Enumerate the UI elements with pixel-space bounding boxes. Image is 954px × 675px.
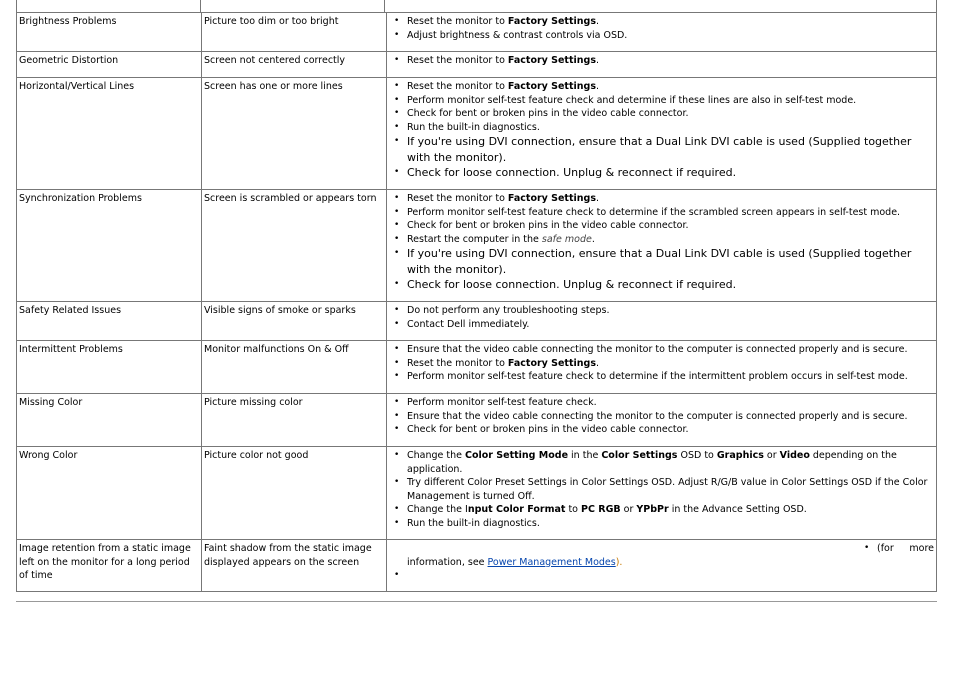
- solution-item: • Check for bent or broken pins in the video cable connector.: [407, 423, 934, 437]
- italic-term: safe mode: [541, 233, 592, 245]
- table-row: [17, 394, 937, 447]
- bold-term: Factory Settings: [507, 16, 596, 27]
- solution-cell: [387, 447, 937, 540]
- table-row: [17, 52, 937, 78]
- solution-item: • (for more information, see Power Management Modes).: [407, 542, 934, 569]
- table-row: [17, 447, 937, 540]
- table-row: [17, 540, 937, 592]
- solution-item: • Reset the monitor to Factory Settings.: [407, 15, 934, 29]
- solution-item: • Change the Input Color Format to PC RGB or YPbPr in the Advance Setting OSD.: [407, 503, 934, 517]
- solution-item: • Check for loose connection. Unplug & reconnect if required.: [407, 165, 934, 181]
- symptom-cell: Picture color not good: [202, 447, 387, 540]
- solution-item: • Perform monitor self-test feature check to determine if the intermittent problem occurs in self-test mode.: [407, 370, 934, 384]
- closing-text: ).: [615, 556, 623, 568]
- solution-item: • If you're using DVI connection, ensure that a Dual Link DVI cable is used (Supplied together with the monitor).: [407, 246, 934, 277]
- symptom-cell: Screen not centered correctly: [202, 52, 387, 78]
- solution-cell: [387, 341, 937, 394]
- symptom-cell: Screen has one or more lines: [202, 78, 387, 190]
- troubleshooting-table: [16, 12, 937, 592]
- solution-item: • Do not perform any troubleshooting steps.: [407, 304, 934, 318]
- solution-cell: [387, 394, 937, 447]
- solution-cell: [387, 302, 937, 341]
- table-row: [17, 190, 937, 302]
- solution-cell: [387, 190, 937, 302]
- solution-cell: [387, 78, 937, 190]
- table-row: [17, 78, 937, 190]
- solution-item: • Ensure that the video cable connecting the monitor to the computer is connected properly and is secure.: [407, 343, 934, 357]
- table-row: [17, 13, 937, 52]
- solution-list: [389, 542, 934, 583]
- solution-item: • Restart the computer in the safe mode.: [407, 233, 934, 247]
- symptom-cell: Picture missing color: [202, 394, 387, 447]
- bold-term: Graphics: [716, 450, 764, 461]
- solution-item: • Change the Color Setting Mode in the Color Settings OSD to Graphics or Video depending on the application.: [407, 449, 934, 476]
- solution-list: [389, 15, 934, 42]
- bold-term: Color Setting Mode: [465, 450, 569, 461]
- power-management-link[interactable]: Power Management Modes: [487, 556, 616, 568]
- solution-cell: [387, 13, 937, 52]
- solution-list: [389, 192, 934, 293]
- solution-list: [389, 304, 934, 331]
- solution-list: [389, 80, 934, 181]
- solution-item: • Reset the monitor to Factory Settings.: [407, 192, 934, 206]
- problem-cell: Horizontal/Vertical Lines: [17, 78, 202, 190]
- problem-cell: Wrong Color: [17, 447, 202, 540]
- problem-cell: Synchronization Problems: [17, 190, 202, 302]
- bold-term: Factory Settings: [507, 55, 596, 66]
- solution-cell: [387, 540, 937, 592]
- solution-item: • Try different Color Preset Settings in Color Settings OSD. Adjust R/G/B value in Color Settings OSD if the Color Management is turned Off.: [407, 476, 934, 503]
- solution-item: • Reset the monitor to Factory Settings.: [407, 80, 934, 94]
- solution-item: • Check for bent or broken pins in the video cable connector.: [407, 107, 934, 121]
- symptom-cell: Faint shadow from the static image displayed appears on the screen: [202, 540, 387, 592]
- solution-list: [389, 54, 934, 68]
- symptom-cell: Picture too dim or too bright: [202, 13, 387, 52]
- solution-list: [389, 396, 934, 437]
- solution-cell: [387, 52, 937, 78]
- bold-term: nput Color Format: [467, 504, 566, 515]
- solution-item: • Adjust brightness & contrast controls via OSD.: [407, 29, 934, 43]
- symptom-cell: Visible signs of smoke or sparks: [202, 302, 387, 341]
- symptom-cell: Monitor malfunctions On & Off: [202, 341, 387, 394]
- bold-term: Factory Settings: [507, 193, 596, 204]
- problem-cell: Intermittent Problems: [17, 341, 202, 394]
- bold-term: Factory Settings: [507, 357, 596, 369]
- problem-cell: Safety Related Issues: [17, 302, 202, 341]
- table-row: [17, 302, 937, 341]
- table-row: [17, 341, 937, 394]
- solution-item: • Check for bent or broken pins in the video cable connector.: [407, 219, 934, 233]
- table-top-continuation: [16, 0, 937, 12]
- solution-item: • Perform monitor self-test feature check.: [407, 396, 934, 410]
- bottom-divider: [16, 601, 937, 602]
- solution-item: • Check for loose connection. Unplug & reconnect if required.: [407, 277, 934, 293]
- solution-item: • Ensure that the video cable connecting the monitor to the computer is connected properly and is secure.: [407, 410, 934, 424]
- solution-item: • Perform monitor self-test feature check to determine if the scrambled screen appears in self-test mode.: [407, 206, 934, 220]
- solution-item: • If you're using DVI connection, ensure that a Dual Link DVI cable is used (Supplied together with the monitor).: [407, 134, 934, 165]
- bold-term: Video: [779, 450, 810, 461]
- problem-cell: Brightness Problems: [17, 13, 202, 52]
- solution-item: • Perform monitor self-test feature check and determine if these lines are also in self-test mode.: [407, 94, 934, 108]
- solution-list: [389, 449, 934, 530]
- solution-item: • Reset the monitor to Factory Settings.: [407, 357, 934, 371]
- problem-cell: Image retention from a static image left on the monitor for a long period of time: [17, 540, 202, 592]
- solution-item-empty: [407, 569, 934, 583]
- bold-term: YPbPr: [636, 504, 669, 515]
- bold-term: Factory Settings: [507, 81, 596, 92]
- bold-term: PC RGB: [581, 504, 621, 515]
- solution-item: • Reset the monitor to Factory Settings.: [407, 54, 934, 68]
- problem-cell: Geometric Distortion: [17, 52, 202, 78]
- symptom-cell: Screen is scrambled or appears torn: [202, 190, 387, 302]
- solution-list: [389, 343, 934, 384]
- solution-item: • Run the built-in diagnostics.: [407, 121, 934, 135]
- problem-cell: Missing Color: [17, 394, 202, 447]
- solution-item: • Run the built-in diagnostics.: [407, 517, 934, 531]
- solution-item: • Contact Dell immediately.: [407, 318, 934, 332]
- bold-term: Color Settings: [601, 450, 678, 461]
